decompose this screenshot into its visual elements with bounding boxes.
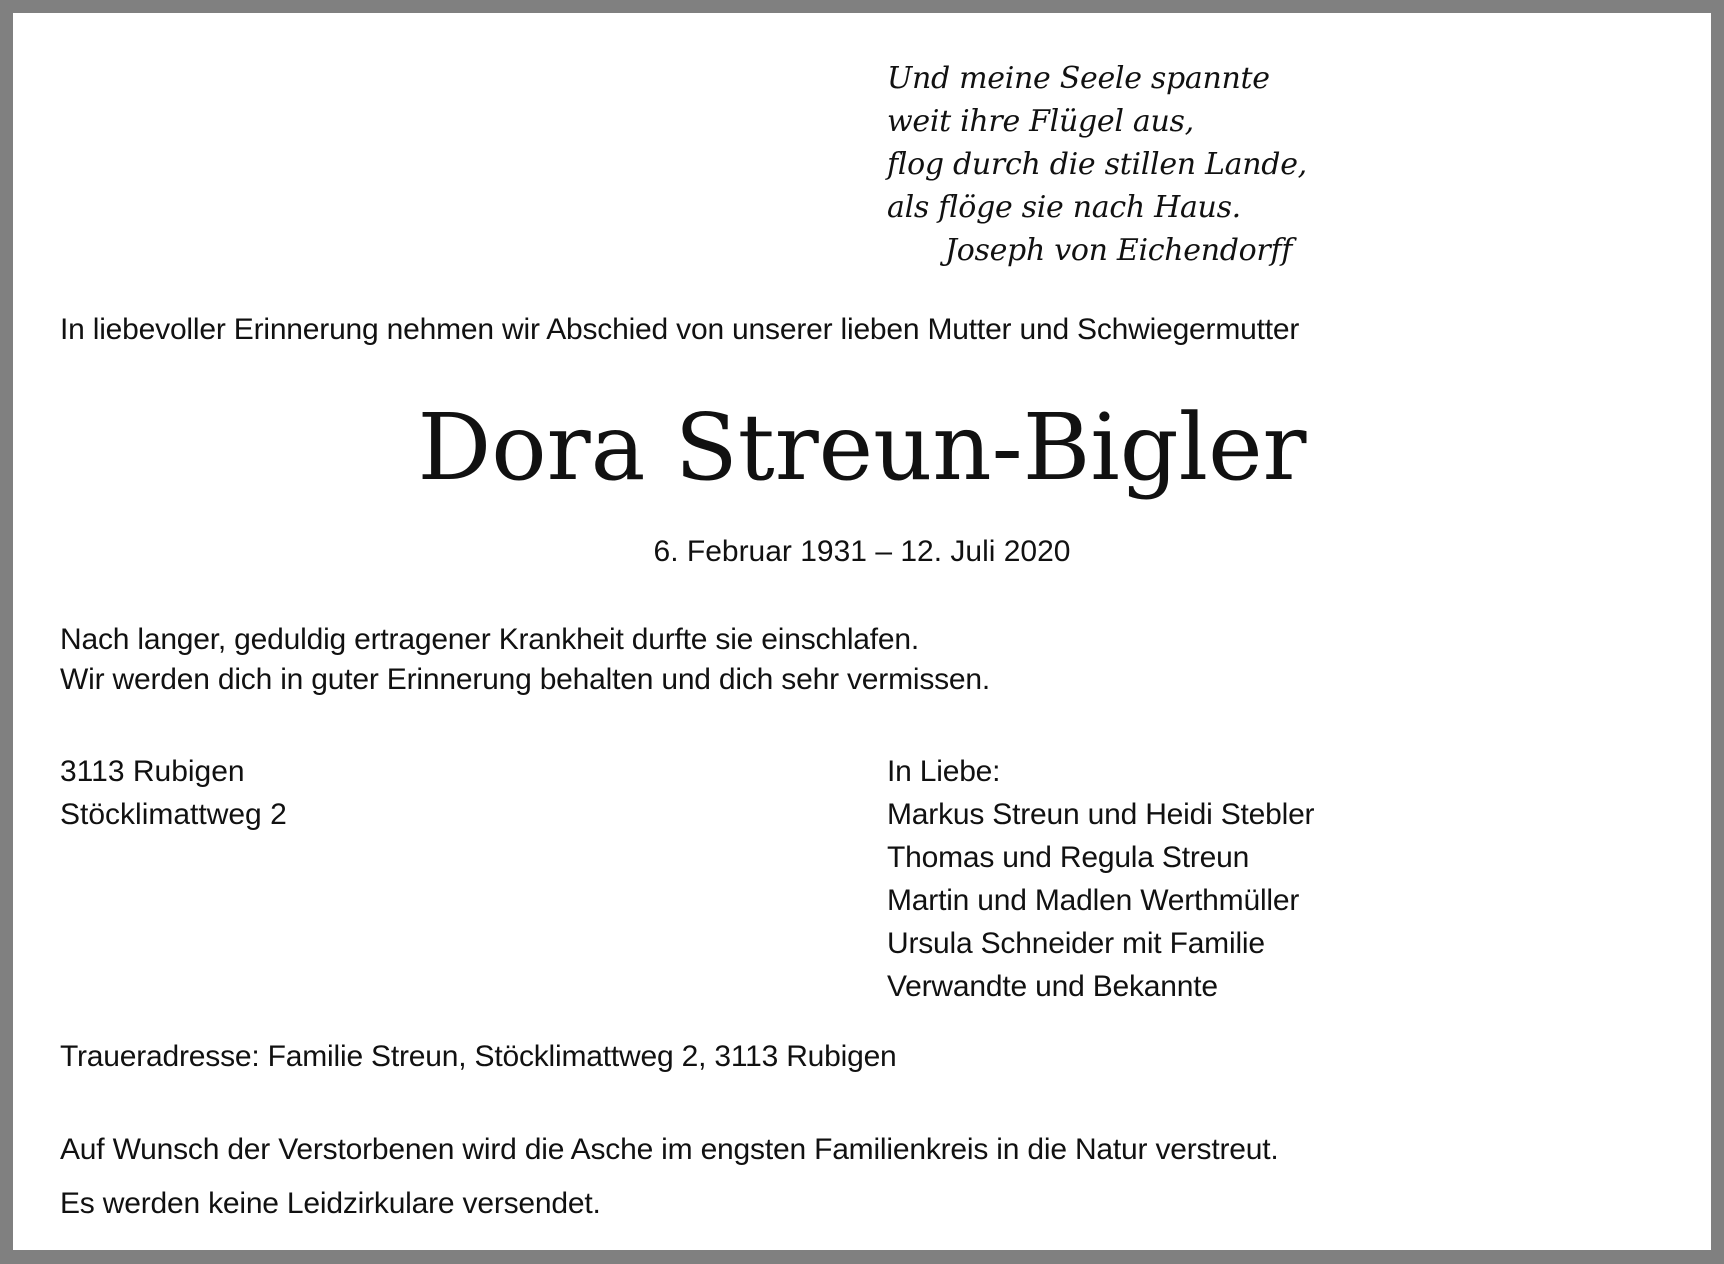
closing-notes: [60, 1123, 1279, 1231]
family-member: Martin und Madlen Werthmüller: [887, 884, 1300, 917]
family-member: Thomas und Regula Streun: [887, 841, 1250, 874]
poem-line: weit ihre Flügel aus,: [887, 104, 1194, 139]
intro-text: In liebevoller Erinnerung nehmen wir Abschied von unserer lieben Mutter und Schwiegermutter: [60, 313, 1300, 346]
poem-line: Und meine Seele spannte: [887, 61, 1270, 96]
message-line: Wir werden dich in guter Erinnerung behalten und dich sehr vermissen.: [60, 663, 991, 696]
note-line: Es werden keine Leidzirkulare versendet.: [60, 1187, 601, 1220]
family-heading: In Liebe:: [887, 755, 1001, 788]
poem-author: Joseph von Eichendorff: [945, 233, 1293, 268]
address-line: 3113 Rubigen: [60, 755, 245, 788]
farewell-message: [60, 620, 990, 700]
home-address: [60, 750, 287, 836]
note-line: Auf Wunsch der Verstorbenen wird die Asche im engsten Familienkreis in die Natur verstreut.: [60, 1133, 1279, 1166]
mourning-address: Traueradresse: Familie Streun, Stöcklimattweg 2, 3113 Rubigen: [60, 1040, 897, 1073]
poem-line: als flöge sie nach Haus.: [887, 190, 1241, 225]
message-line: Nach langer, geduldig ertragener Krankheit durfte sie einschlafen.: [60, 623, 920, 656]
life-dates: 6. Februar 1931 – 12. Juli 2020: [653, 535, 1071, 568]
family-member: Ursula Schneider mit Familie: [887, 927, 1265, 960]
deceased-name: Dora Streun-Bigler: [417, 394, 1307, 501]
family-member: Markus Streun und Heidi Stebler: [887, 798, 1315, 831]
address-line: Stöcklimattweg 2: [60, 798, 287, 831]
obituary-notice: [13, 13, 1711, 1250]
poem-quote: [887, 57, 1307, 272]
family-member: Verwandte und Bekannte: [887, 970, 1218, 1003]
family-list: [887, 750, 1314, 1008]
poem-line: flog durch die stillen Lande,: [887, 147, 1307, 182]
